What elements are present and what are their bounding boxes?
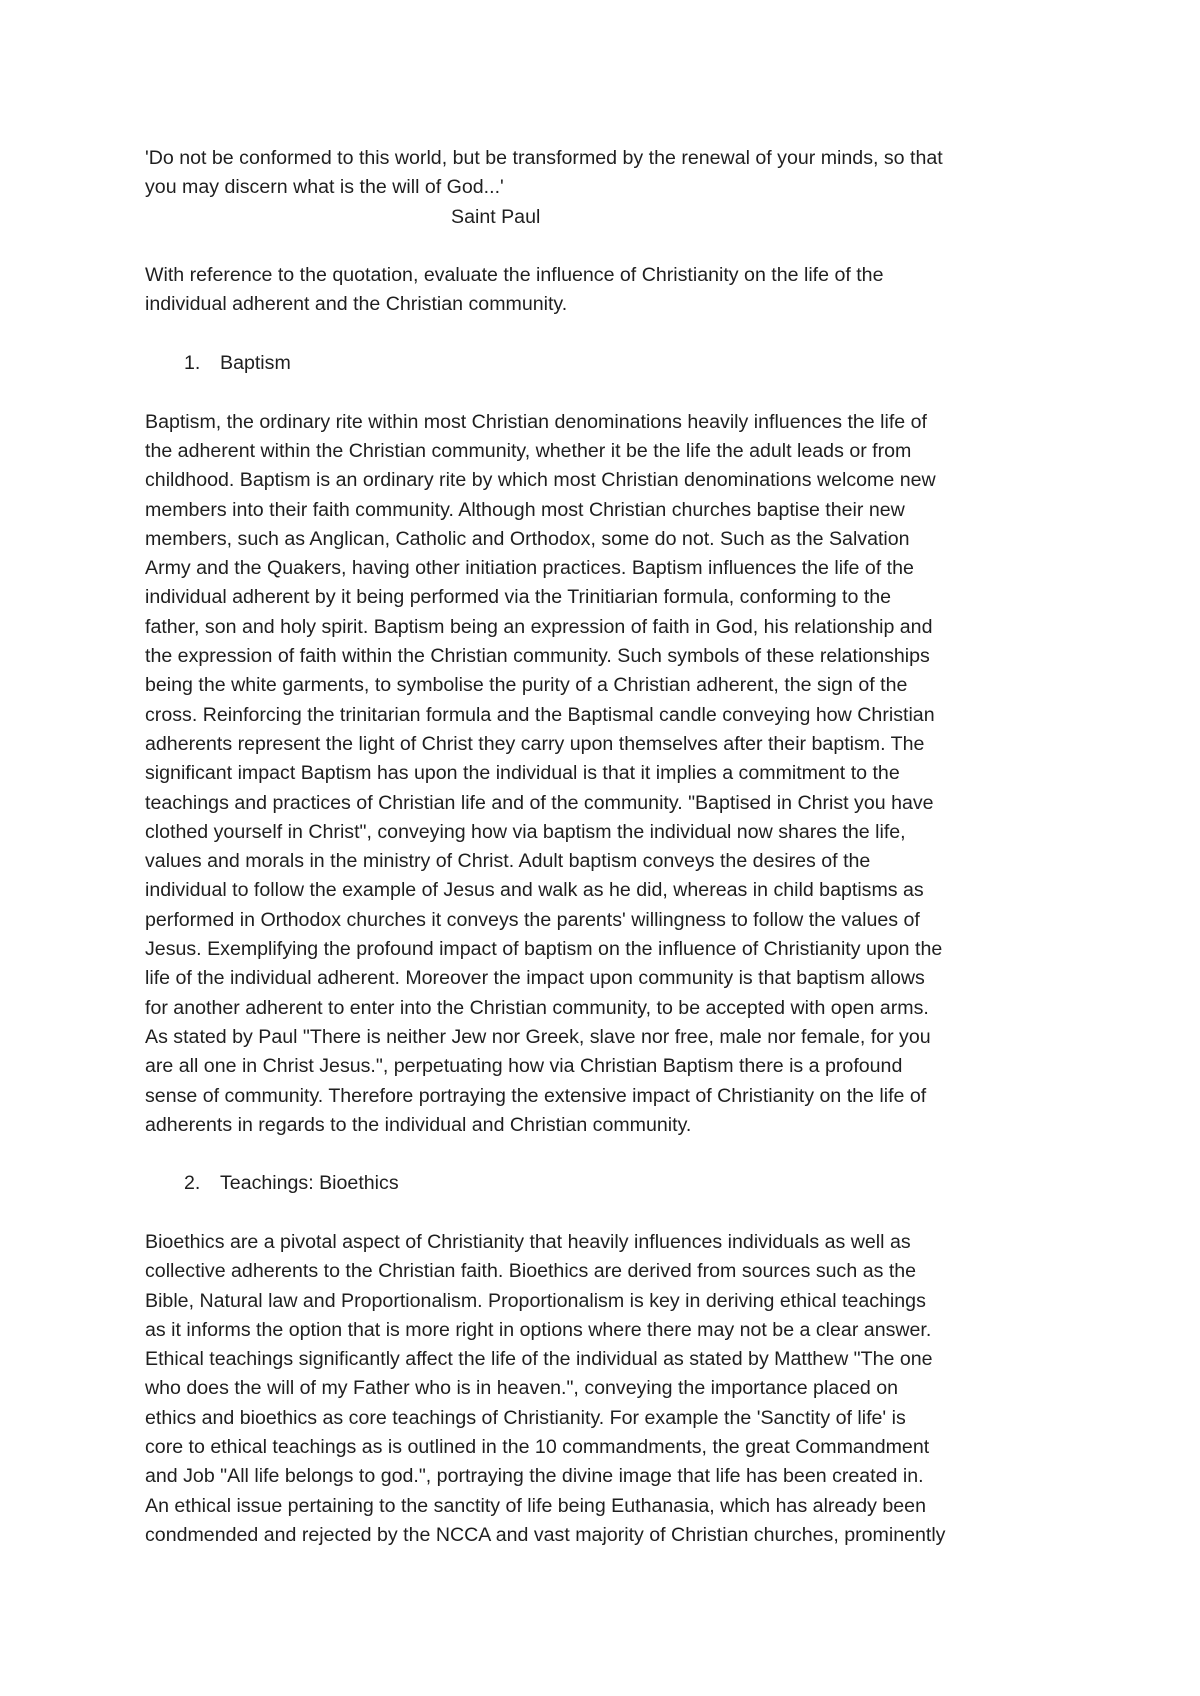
paragraph-line: for another adherent to enter into the Christian community, to be accepted with open arms. [145, 996, 929, 1019]
paragraph-line: life of the individual adherent. Moreover the impact upon community is that baptism allows [145, 967, 925, 990]
section-paragraph-bioethics [145, 1228, 1070, 1550]
section-title: Baptism [220, 352, 291, 375]
quote-attribution: Saint Paul [451, 205, 541, 228]
paragraph-line: Ethical teachings significantly affect the life of the individual as stated by Matthew "The one [145, 1348, 933, 1371]
quote-line: you may discern what is the will of God...' [145, 176, 504, 199]
paragraph-line: performed in Orthodox churches it conveys the parents' willingness to follow the values of [145, 908, 920, 931]
paragraph-line: and Job "All life belongs to god.", portraying the divine image that life has been created in. [145, 1465, 924, 1488]
paragraph-line: sense of community. Therefore portraying the extensive impact of Christianity on the life of [145, 1084, 927, 1107]
paragraph-line: are all one in Christ Jesus.", perpetuating how via Christian Baptism there is a profound [145, 1055, 903, 1078]
paragraph-line: being the white garments, to symbolise the purity of a Christian adherent, the sign of the [145, 674, 908, 697]
paragraph-line: An ethical issue pertaining to the sanctity of life being Euthanasia, which has already been [145, 1494, 926, 1517]
paragraph-line: Jesus. Exemplifying the profound impact of baptism on the influence of Christianity upon the [145, 938, 943, 961]
paragraph-line: members, such as Anglican, Catholic and Orthodox, some do not. Such as the Salvation [145, 527, 910, 550]
question-line: individual adherent and the Christian community. [145, 293, 568, 316]
paragraph-line: core to ethical teachings as is outlined in the 10 commandments, the great Commandment [145, 1436, 930, 1459]
section-heading-baptism [145, 349, 1070, 378]
paragraph-line: the expression of faith within the Christian community. Such symbols of these relationships [145, 645, 930, 668]
paragraph-line: values and morals in the ministry of Christ. Adult baptism conveys the desires of the [145, 850, 871, 873]
paragraph-line: members into their faith community. Although most Christian churches baptise their new [145, 498, 905, 521]
paragraph-line: ethics and bioethics as core teachings of Christianity. For example the 'Sanctity of life' is [145, 1406, 906, 1429]
section-title: Teachings: Bioethics [220, 1172, 399, 1195]
section-number: 2. [184, 1172, 201, 1195]
paragraph-line: individual adherent by it being performed via the Trinitiarian formula, conforming to the [145, 586, 892, 609]
paragraph-line: significant impact Baptism has upon the individual is that it implies a commitment to the [145, 762, 900, 785]
paragraph-line: Army and the Quakers, having other initiation practices. Baptism influences the life of the [145, 557, 914, 580]
paragraph-line: Bioethics are a pivotal aspect of Christianity that heavily influences individuals as well as [145, 1230, 911, 1253]
paragraph-line: clothed yourself in Christ", conveying how via baptism the individual now shares the life, [145, 820, 906, 843]
paragraph-line: collective adherents to the Christian faith. Bioethics are derived from sources such as the [145, 1260, 917, 1283]
quote-block [145, 144, 1070, 232]
paragraph-line: cross. Reinforcing the trinitarian formula and the Baptismal candle conveying how Christian [145, 703, 935, 726]
paragraph-line: the adherent within the Christian community, whether it be the life the adult leads or from [145, 439, 912, 462]
section-heading-bioethics [145, 1169, 1070, 1198]
document-body [145, 144, 1070, 1550]
paragraph-line: Baptism, the ordinary rite within most Christian denominations heavily influences the life of [145, 410, 927, 433]
paragraph-line: childhood. Baptism is an ordinary rite by which most Christian denominations welcome new [145, 469, 936, 492]
essay-question [145, 261, 1070, 320]
paragraph-line: Bible, Natural law and Proportionalism. Proportionalism is key in deriving ethical teachings [145, 1289, 926, 1312]
paragraph-line: adherents represent the light of Christ they carry upon themselves after their baptism. The [145, 732, 925, 755]
paragraph-line: as it informs the option that is more right in options where there may not be a clear answer. [145, 1318, 932, 1341]
section-number: 1. [184, 352, 201, 375]
paragraph-line: father, son and holy spirit. Baptism being an expression of faith in God, his relationship and [145, 615, 933, 638]
paragraph-line: teachings and practices of Christian life and of the community. "Baptised in Christ you have [145, 791, 934, 814]
quote-line: 'Do not be conformed to this world, but be transformed by the renewal of your minds, so that [145, 147, 943, 169]
paragraph-line: who does the will of my Father who is in heaven.", conveying the importance placed on [145, 1377, 899, 1400]
paragraph-line: individual to follow the example of Jesus and walk as he did, whereas in child baptisms as [145, 879, 924, 902]
question-line: With reference to the quotation, evaluate the influence of Christianity on the life of the [145, 264, 884, 287]
paragraph-line: As stated by Paul "There is neither Jew nor Greek, slave nor free, male nor female, for you [145, 1025, 931, 1048]
section-paragraph-baptism [145, 408, 1070, 1140]
paragraph-line: condmended and rejected by the NCCA and vast majority of Christian churches, prominently [145, 1523, 946, 1546]
paragraph-line: adherents in regards to the individual and Christian community. [145, 1113, 692, 1136]
